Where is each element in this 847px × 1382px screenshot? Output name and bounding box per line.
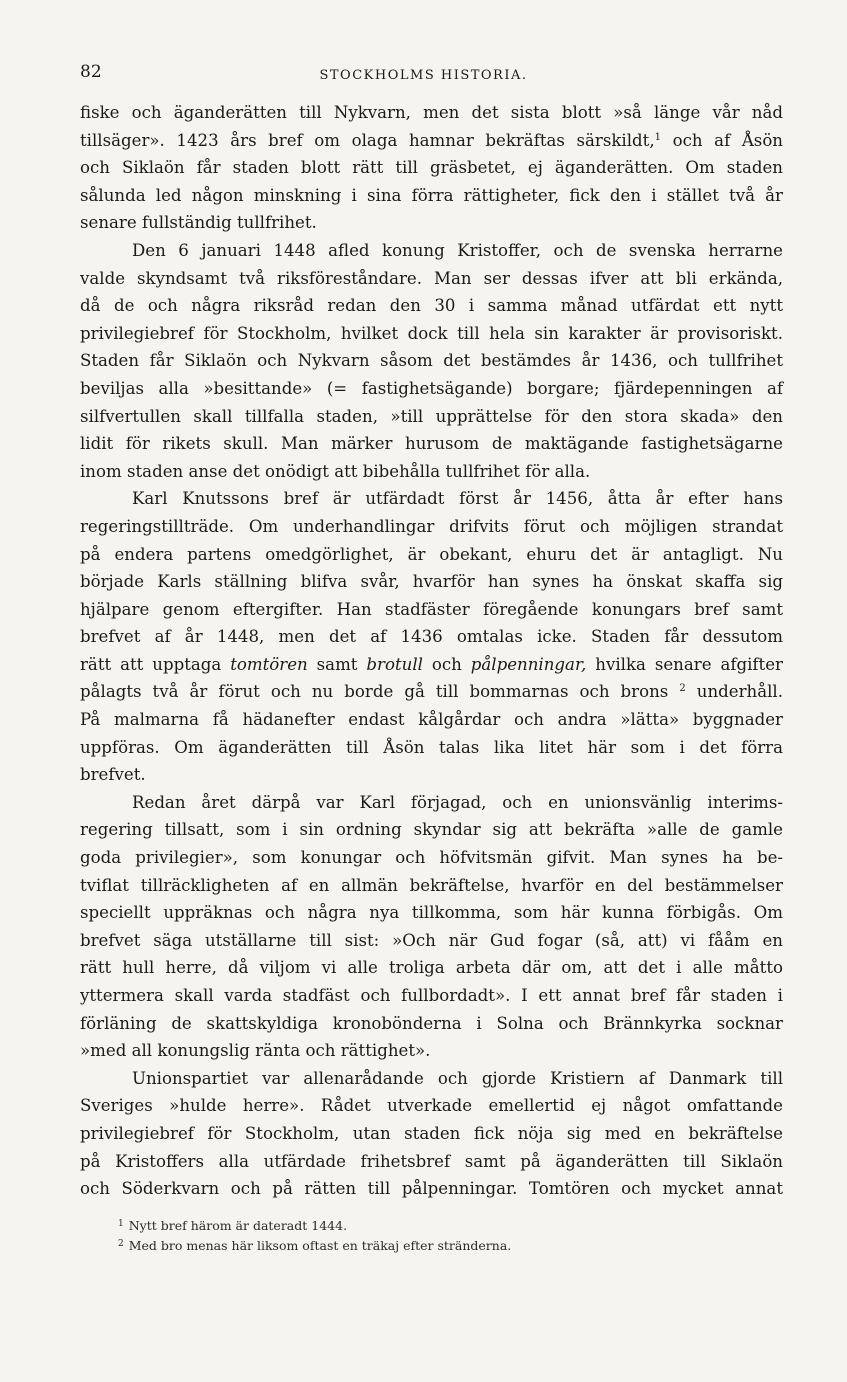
paragraph-start-line: Karl Knutssons bref är utfärdadt först år 1456, åtta år efter hans bbox=[132, 489, 783, 509]
text-line: På malmarna få hädanefter endast kålgårdar och andra »lätta» byggnader bbox=[80, 710, 783, 730]
italic-term: brotull bbox=[366, 654, 423, 674]
text-line: på endera partens omedgörlighet, är obekant, ehuru det är antagligt. Nu bbox=[80, 544, 783, 564]
paragraph-start-line: Den 6 januari 1448 afled konung Kristoffer, och de svenska herrarne bbox=[132, 240, 783, 260]
italic-term: tomtören bbox=[230, 654, 308, 674]
text-line: hjälpare genom eftergifter. Han stadfäster föregående konungars bref samt bbox=[80, 599, 783, 619]
footnote-text: Med bro menas här liksom oftast en träkaj efter stränderna. bbox=[128, 1238, 512, 1253]
text-line: privilegiebref för Stockholm, hvilket dock till hela sin karakter är provisoriskt. bbox=[80, 323, 783, 343]
italic-term: pålpenningar, bbox=[470, 654, 587, 674]
footnote-1 bbox=[118, 1214, 718, 1234]
footnotes bbox=[118, 1214, 718, 1254]
text-line: pålagts två år förut och nu borde gå till bommarnas och brons $^2$ underhåll. bbox=[80, 682, 783, 702]
footnote-number: 2 bbox=[118, 1239, 124, 1249]
text-line: brefvet. bbox=[80, 765, 146, 785]
text-line: förläning de skattskyldiga kronobönderna i Solna och Brännkyrka socknar bbox=[80, 1013, 783, 1033]
text-line: och Söderkvarn och på rätten till pålpenningar. Tomtören och mycket annat bbox=[80, 1179, 783, 1199]
body-text bbox=[80, 99, 783, 1203]
text-line: började Karls ställning blifva svår, hvarför han synes ha önskat skaffa sig bbox=[80, 572, 783, 592]
text-line: tviflat tillräckligheten af en allmän bekräftelse, hvarför en del bestämmelser bbox=[80, 875, 783, 895]
text-line: yttermera skall varda stadfäst och fullbordadt». I ett annat bref får staden i bbox=[80, 986, 783, 1005]
text-line: silfvertullen skall tillfalla staden, »till upprättelse för den stora skada» den bbox=[80, 406, 783, 426]
footnote-text: Nytt bref härom är dateradt 1444. bbox=[128, 1218, 348, 1233]
text-line: brefvet af år 1448, men det af 1436 omtalas icke. Staden får dessutom bbox=[80, 627, 783, 647]
paragraph-start-line: Redan året därpå var Karl förjagad, och en unionsvänlig interims- bbox=[132, 792, 783, 812]
text-line: regering tillsatt, som i sin ordning skyndar sig att bekräfta »alle de gamle bbox=[80, 820, 783, 840]
text-line: lidit för rikets skull. Man märker hurusom de maktägande fastighetsägarne bbox=[80, 434, 783, 454]
text-line: på Kristoffers alla utfärdade frihetsbref samt på äganderätten till Siklaön bbox=[80, 1151, 783, 1171]
text-line: privilegiebref för Stockholm, utan staden fick nöja sig med en bekräftelse bbox=[80, 1123, 783, 1143]
text-line: uppföras. Om äganderätten till Åsön talas lika litet här som i det förra bbox=[80, 737, 783, 757]
text-line: då de och några riksråd redan den 30 i samma månad utfärdat ett nytt bbox=[80, 296, 783, 316]
text-line: fiske och äganderätten till Nykvarn, men det sista blott »så länge vår nåd bbox=[80, 103, 783, 122]
text-line: Staden får Siklaön och Nykvarn såsom det bestämdes år 1436, och tullfrihet bbox=[80, 351, 783, 371]
text-line: beviljas alla »besittande» (= fastighetsägande) borgare; fjärdepenningen af bbox=[80, 378, 783, 398]
paragraph-start-line: Unionspartiet var allenarådande och gjorde Kristiern af Danmark till bbox=[132, 1068, 783, 1088]
page-number: 82 bbox=[80, 62, 102, 82]
text-line: sålunda led någon minskning i sina förra rättigheter, fick den i stället två år bbox=[80, 185, 783, 205]
text-line: regeringstillträde. Om underhandlingar drifvits förut och möjligen strandat bbox=[80, 516, 783, 536]
running-title: STOCKHOLMS HISTORIA. bbox=[319, 68, 528, 83]
footnote-2 bbox=[118, 1234, 718, 1254]
text-line: brefvet säga utställarne till sist: »Och när Gud fogar (så, att) vi fååm en bbox=[80, 930, 783, 950]
text-line: rätt hull herre, då viljom vi alle troliga arbeta där om, att det i alle måtto bbox=[80, 958, 783, 978]
text-line: valde skyndsamt två riksföreståndare. Man ser dessas ifver att bli erkända, bbox=[80, 268, 783, 288]
text-line: Sveriges »hulde herre». Rådet utverkade emellertid ej något omfattande bbox=[80, 1096, 783, 1116]
text-line: och Siklaön får staden blott rätt till gräsbetet, ej äganderätten. Om staden bbox=[80, 158, 783, 178]
text-line: speciellt uppräknas och några nya tillkomma, som här kunna förbigås. Om bbox=[80, 903, 783, 923]
text-line: goda privilegier», som konungar och höfvitsmän gifvit. Man synes ha be- bbox=[80, 848, 783, 868]
footnote-ref-1: 1 bbox=[654, 131, 661, 143]
text-line: tillsäger». 1423 års bref om olaga hamnar bekräftas särskildt,$^1$ och af Åsön bbox=[80, 130, 783, 150]
footnote-number: 1 bbox=[118, 1219, 124, 1229]
text-line: senare fullständig tullfrihet. bbox=[80, 213, 317, 233]
text-line: inom staden anse det onödigt att bibehålla tullfrihet för alla. bbox=[80, 461, 591, 481]
footnote-ref-2: 2 bbox=[679, 683, 686, 695]
text-line: rätt att upptaga tomtören samt brotull och pålpenningar, hvilka senare afgifter bbox=[80, 654, 783, 674]
text-line: »med all konungslig ränta och rättighet». bbox=[80, 1041, 431, 1061]
